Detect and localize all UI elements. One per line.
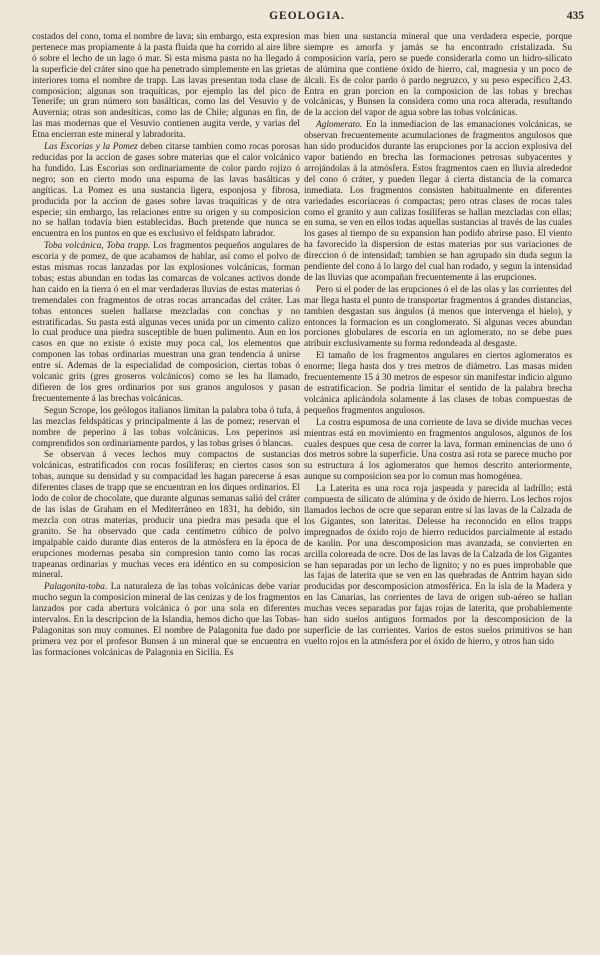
paragraph (32, 582, 300, 658)
paragraph-text: La costra espumosa de una corriente de lava se divide muchas veces mientras está en movimiento en fragmentos angulosos, algunos de los cuales despues que cesa de correr la lava, forman eminencias de uno ó dos metros sobre la superficie. Una costra así rota se parece mucho por su estructura á los aglomeratos que hemos descrito anteriormente, aunque su composicion sea por lo comun mas homogénea. (304, 417, 572, 483)
paragraph-text: Se observan á veces lechos muy compactos de sustancias volcánicas, estratificados con rocas fosíliferas; en ciertos casos son tobas, aunque su densidad y su compacidad les hagan parecerse á esas diferentes clases de trapp que se encuentran en los diques ordinarios. El lodo de color de chocolate, que durante algunas semanas salió del cráter de las islas de Graham en el Mediterráneo en 1831, ha debido, sin mezcla con otras materias, producir una piedra mas pesada que el granito. Se ha observado que cada centímetro cúbico de polvo impalpable caido durante dias enteros de la atmósfera en la época de erupciones modernas pesaba sin compresion tanto como las rocas trapeanas ordinarias y muchas veces era idéntico en su composicion mineral. (32, 450, 300, 581)
paragraph (32, 241, 300, 405)
paragraph-text: La Laterita es una roca roja jaspeada y parecida al ladrillo; está compuesta de silicato de alúmina y de óxido de hierro. Los lechos rojos llamados lechos de ocre que separan entre sí las lavas de la Calzada de los Gigantes, son lateritas. Delesse ha reconocido en ellos trapps impregnados de óxido rojo de hierro reducidos parcialmente al estado de kaolin. Por una descomposicion mas avanzada, se convierten en arcilla coloreada de ocre. Dos de las lavas de la Calzada de los Gigantes se han separadas por un lecho de lignito; y no es pues improbable que las fajas de laterita que se ven en las quebradas de Antrim hayan sido producidas por descomposicion atmosférica. En la isla de la Madera y en las Canarias, las corrientes de lava de origen sub-aéreo se hallan muchas veces separadas por fajas rojas de laterita, que probablemente han sido suelos antiguos formados por la descomposicion de la superficie de las corrientes. Varios de estos suelos primitivos se han vuelto rojos en la atmósfera por el óxido de hierro, y otros han sido (304, 484, 572, 647)
paragraph-text: costados del cono, toma el nombre de lava; sin embargo, esta expresion pertenece mas propiamente á la pasta fluida que ha corrido al aire libre ó sobre el lecho de un lago ó mar. Si esta misma pasta no ha llegado á la superficie del cráter sino que ha penetrado simplemente en las grietas interiores toma el nombre de trapp. Las lavas presentan toda clase de composicion; algunas son traquíticas, por ejemplo las del pico de Tenerife; un gran número son basálticas, como las del Vesuvio y de Auvernia; otras son andesíticas, como las de Chile; algunas en fin, de las mas modernas que el Vesuvio contienen augita verde, y varias del Etna encierran este mineral y labradorita. (32, 32, 300, 141)
running-title: GEOLOGIA. (269, 10, 345, 22)
paragraph (304, 351, 572, 416)
paragraph (304, 32, 572, 119)
paragraph (304, 484, 572, 648)
paragraph-text: La naturaleza de las tobas volcánicas debe variar mucho segun la composicion mineral de las cenizas y de los fragmentos lanzados por cada abertura volcánica ó por una sola en diferentes intervalos. En la descripcion de la Islandia, hemos dicho que las Tobas-Palagonitas son muy comunes. El nombre de Palagonita fue dado por primera vez por el profesor Bunsen á un mineral que se encuentra en las formaciones volcánicas de Palagonia en Sicilia. Es (32, 582, 300, 658)
paragraph-text: Segun Scrope, los geólogos italianos limitan la palabra toba ó tufa, á las mezclas feldspáticas y principalmente á las de pomez; reservan el nombre de peperino á las tobas volcánicas. Los peperinos así comprendidos son ordinariamente pardos, y las tobas grises ó blancas. (32, 405, 300, 449)
paragraph (32, 32, 300, 141)
paragraph-heading: Toba volcánica, Toba trapp. (44, 241, 151, 252)
right-column (304, 32, 572, 648)
paragraph-text: Los fragmentos pequeños angulares de escoria y de pomez, de que acabamos de hablar, así como el polvo de estas mismas rocas lanzadas por las explosiones volcánicas, forman tobas; estas abundan en todas las comarcas de volcanes activos donde han caido en la tierra ó en el mar verdaderas lluvias de estas materias ó tremendales con fragmentos de otras rocas arrancadas del cráter. Las tobas entonces suelen hallarse mezcladas con conchas y no estratificadas. Su pasta está algunas veces unida por un cimento calizo lo cual produce una piedra susceptible de buen pulimento. Aun en los casos en que no existe ó existe muy poca cal, los elementos que componen las tobas ordinarias muestran una gran tendencia á unirse entre sí. Ademas de la especialidad de composicion, ciertas tobas ó volcanic grits (gres groseros volcánicos) como se les ha llamado, difieren de los gres ordinarios por sus granos angulosos y pasan frecuentemente á las brechas volcánicas. (32, 241, 300, 404)
paragraph-text: Pero si el poder de las erupciones ó el de las olas y las corrientes del mar llega hasta el punto de transportar fragmentos á grandes distancias, tambien desgastan sus ángulos (á menos que intervenga el hielo), y entonces la formacion es un conglomerato. Si algunas veces abundan porciones globulares de escoria en un aglomerato, no se debe pues atribuir exclusivamente su forma redondeada al desgaste. (304, 284, 572, 350)
left-column (32, 32, 300, 659)
page-number: 435 (566, 10, 584, 22)
page-header (30, 10, 584, 30)
paragraph (32, 406, 300, 450)
paragraph-heading: Aglomerato. (316, 120, 363, 131)
paragraph-text: En la inmediacion de las emanaciones volcánicas, se observan frecuentemente acumulaciones de fragmentos angulosos que han sido producidos durante las erupciones por la accion explosiva del vapor batiendo en brecha las formaciones petrosas subyacentes y arrojándolas á la atmósfera. Estos fragmentos caen en lluvia alrededor del cono ó cráter, y pueden llegar á cierta distancia de la comarca inmediata. Los fragmentos consisten habitualmente en diferentes variedades escoríaceas ó compactas; pero otras clases de rocas tales como el granito y aun calizas fosilíferas se hallan mezcladas con ellas; en suma, se ven en ellos todas aquellas sustancias al través de las cuales los gases al tiempo de su expansion han podido abrirse paso. El viento ha favorecido la dispersion de estas materias por sus variaciones de direccion ó de intensidad; tambien se han agrupado sin duda segun la pendiente del cono á lo largo del cual han rodado, y segun la intensidad de las lluvias que acompañan frecuentemente á las erupciones. (304, 120, 572, 283)
paragraph (32, 142, 300, 240)
paragraph-text: mas bien una sustancia mineral que una verdadera especie, porque siempre es amorfa y jamás se ha encontrado cristalizada. Su composicion varía, pero se puede considerarla como un hidro-silicato de alúmina que contiene óxido de hierro, cal, magnesia y un poco de álcali. Es de color pardo ó pardo negruzco, y su peso específico 2,43. Entra en gran porcion en la composicion de las tobas y brechas volcánicas, y Bunsen la considera como una roca alterada, resultando de la accion del vapor de agua sobre las tobas volcánicas. (304, 32, 572, 119)
paragraph (32, 450, 300, 581)
paragraph-text: El tamaño de los fragmentos angulares en ciertos aglomeratos es enorme; llega hasta dos y tres metros de diámetro. Las masas miden frecuentemente 15 á 30 metros de espesor sin manifestar indicio alguno de estratificacion. Se podria limitar el sentido de la palabra brecha volcánica aplicándola solamente á las clases de tobas compuestas de pequeños fragmentos angulosos. (304, 351, 572, 416)
paragraph-text: deben citarse tambien como rocas porosas reducidas por la accion de gases sobre materias que el calor volcánico ha fundido. Las Escorias son ordinariamente de color pardo rojizo ó negro; son en cierto modo una espuma de las lavas basálticas y angíticas. La Pomez es una sustancia ligera, esponjosa y fibrosa, producida por la accion de gases sobre lavas traquíticas y de otra especie; sin embargo, las relaciones entre su origen y su composicion no se hallan todavía bien establecidas. Buch pretende que nunca se encuentra en los puntos en que es exclusivo el feldspato labrador. (32, 142, 300, 240)
paragraph-heading: Palagonita-toba. (44, 582, 108, 593)
paragraph (304, 120, 572, 284)
paragraph-heading: Las Escorias y la Pomez (44, 142, 138, 153)
paragraph (304, 418, 572, 483)
paragraph (304, 285, 572, 350)
